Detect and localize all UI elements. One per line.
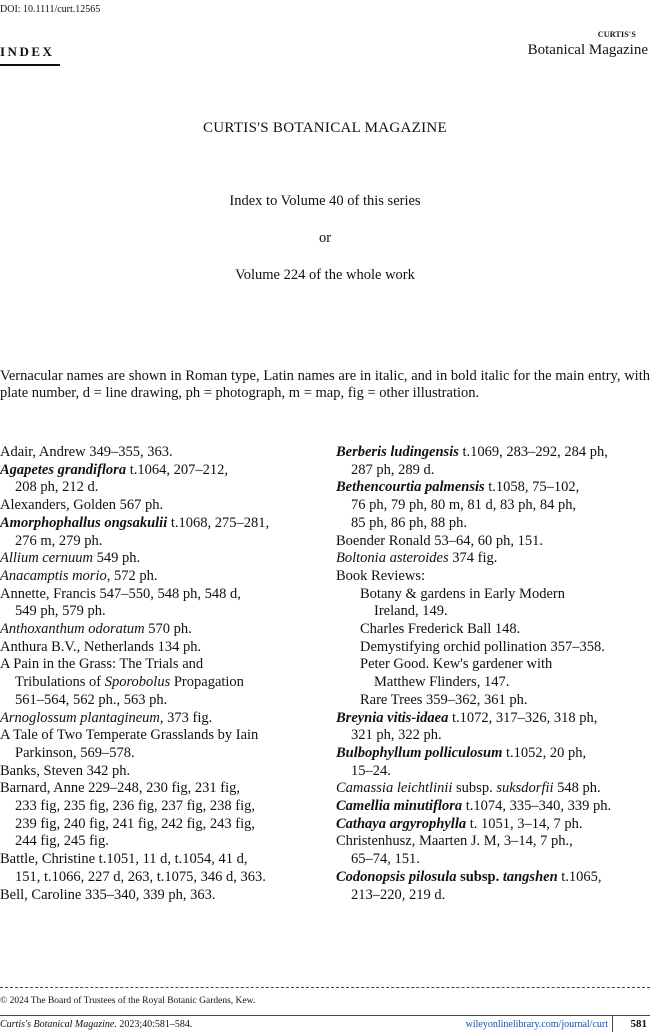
page-heading: CURTIS'S BOTANICAL MAGAZINE xyxy=(203,120,447,136)
index-entry-line xyxy=(336,603,650,621)
index-entry-line xyxy=(0,692,325,710)
index-entry-text: 276 m, 279 ph. xyxy=(15,532,103,549)
journal-volume: 2023;40:581–584. xyxy=(116,1019,193,1030)
index-entry-line xyxy=(336,745,650,763)
index-entry-line xyxy=(336,869,650,887)
index-entry-line xyxy=(0,639,325,657)
index-entry-text: 213–220, 219 d. xyxy=(351,886,446,903)
index-entry-text: Botany & gardens in Early Modern xyxy=(360,585,565,602)
index-entry-line xyxy=(336,763,650,781)
footer-divider xyxy=(0,987,650,988)
index-entry-line xyxy=(0,568,325,586)
index-entry-text: t.1068, 275–281, xyxy=(167,514,270,531)
index-entry-text: Ireland, 149. xyxy=(374,603,448,620)
journal-name: Curtis's Botanical Magazine. xyxy=(0,1019,117,1030)
index-entry-line xyxy=(0,798,325,816)
index-entry-line xyxy=(0,462,325,480)
index-entry-text: 244 fig, 245 fig. xyxy=(15,833,109,850)
index-entry-text: Bulbophyllum polliculosum xyxy=(336,744,503,761)
index-entry-text: 570 ph. xyxy=(144,621,192,638)
index-entry-line xyxy=(336,727,650,745)
index-entry-text: Berberis ludingensis xyxy=(336,444,459,460)
index-entry-text: t.1072, 317–326, 318 ph, xyxy=(448,709,598,726)
index-entry-text: Allium cernuum xyxy=(0,550,94,567)
journal-url-link[interactable]: wileyonlinelibrary.com/journal/curt xyxy=(465,1019,608,1030)
index-entry-text: Anacamptis morio xyxy=(0,567,107,584)
index-entry-line xyxy=(0,621,325,639)
index-entry-line xyxy=(336,780,650,798)
index-entry-text: t.1074, 335–340, 339 ph. xyxy=(462,798,612,815)
or-line: or xyxy=(318,230,332,246)
index-entry-text: Breynia vitis-idaea xyxy=(336,709,449,726)
index-entry-text: 549 ph. xyxy=(93,550,141,567)
index-entry-text: Bethencourtia palmensis xyxy=(336,479,485,496)
index-entry-text: t. 1051, 3–14, 7 ph. xyxy=(466,815,583,832)
index-entry-text: t.1058, 75–102, xyxy=(484,479,580,496)
index-entry-line xyxy=(0,444,325,462)
index-entry-text: 561–564, 562 ph., 563 ph. xyxy=(15,691,168,708)
index-entry-line xyxy=(0,816,325,834)
intro-paragraph: Vernacular names are shown in Roman type, Latin names are in italic, and in bold italic for the main entry, with plate number, d = line drawing, ph = photograph, m = map, fig = other illustration. xyxy=(0,368,650,401)
index-column-left xyxy=(0,444,325,904)
index-entry-line xyxy=(0,745,325,763)
index-entry-line xyxy=(336,798,650,816)
index-entry-text: Demystifying orchid pollination 357–358. xyxy=(360,638,605,655)
index-entry-text: Peter Good. Kew's gardener with xyxy=(360,656,553,673)
index-entry-text: A Pain in the Grass: The Trials and xyxy=(0,656,204,673)
index-entry-line xyxy=(0,497,325,515)
index-entry-text: 76 ph, 79 ph, 80 m, 81 d, 83 ph, 84 ph, xyxy=(351,497,577,514)
index-entry-line xyxy=(0,710,325,728)
index-entry-text: Boltonia asteroides xyxy=(336,550,449,567)
section-underline xyxy=(0,64,60,66)
footer-rule xyxy=(0,1015,650,1016)
index-entry-text: Amorphophallus ongsakulii xyxy=(0,514,168,531)
brand-small: CURTIS'S xyxy=(597,30,636,39)
whole-work-line: Volume 224 of the whole work xyxy=(235,267,415,283)
index-entry-line xyxy=(336,586,650,604)
index-entry-text: , 373 fig. xyxy=(159,709,213,726)
index-entry-line xyxy=(336,639,650,657)
index-entry-text: 374 fig. xyxy=(448,550,498,567)
index-entry-text: t.1052, 20 ph, xyxy=(502,744,587,761)
copyright-notice: © 2024 The Board of Trustees of the Royal Botanic Gardens, Kew. xyxy=(0,996,256,1006)
index-entry-text: Bell, Caroline 335–340, 339 ph, 363. xyxy=(0,886,216,903)
journal-citation xyxy=(0,1019,192,1030)
index-entry-text: A Tale of Two Temperate Grasslands by Iain xyxy=(0,727,259,744)
index-entry-text: Camassia leichtlinii xyxy=(336,780,453,797)
index-entry-text: Alexanders, Golden 567 ph. xyxy=(0,497,164,514)
index-entry-text: 208 ph, 212 d. xyxy=(15,479,99,496)
index-entry-text: 321 ph, 322 ph. xyxy=(351,727,442,744)
index-entry-text: Sporobolus xyxy=(104,674,171,691)
index-entry-text: Agapetes grandiflora xyxy=(0,461,127,478)
index-entry-text: Annette, Francis 547–550, 548 ph, 548 d, xyxy=(0,585,241,602)
footer-separator xyxy=(612,1015,613,1032)
page-number: 581 xyxy=(630,1018,647,1030)
index-entry-line xyxy=(0,887,325,905)
index-entry-line xyxy=(0,851,325,869)
index-entry-line xyxy=(0,656,325,674)
index-entry-text: 233 fig, 235 fig, 236 fig, 237 fig, 238 fig, xyxy=(15,798,256,815)
index-entry-line xyxy=(336,550,650,568)
index-entry-text: t.1064, 207–212, xyxy=(126,461,228,478)
index-entry-line xyxy=(336,816,650,834)
index-entry-text: t.1069, 283–292, 284 ph, xyxy=(458,444,608,460)
index-entry-line xyxy=(336,444,650,462)
index-entry-line xyxy=(336,692,650,710)
index-entry-text: Battle, Christine t.1051, 11 d, t.1054, 41 d, xyxy=(0,851,248,868)
index-entry-line xyxy=(0,586,325,604)
index-entry-text: Banks, Steven 342 ph. xyxy=(0,762,131,779)
index-entry-text: Camellia minutiflora xyxy=(336,798,463,815)
index-entry-line xyxy=(0,780,325,798)
index-entry-line xyxy=(336,656,650,674)
index-column-right xyxy=(336,444,650,904)
index-entry-line xyxy=(0,550,325,568)
index-entry-text: Boender Ronald 53–64, 60 ph, 151. xyxy=(336,532,544,549)
index-entry-text: 239 fig, 240 fig, 241 fig, 242 fig, 243 fig, xyxy=(15,815,256,832)
index-entry-line xyxy=(0,603,325,621)
index-entry-line xyxy=(0,869,325,887)
index-entry-text: Rare Trees 359–362, 361 ph. xyxy=(360,691,528,708)
index-entry-text: Adair, Andrew 349–355, 363. xyxy=(0,444,173,460)
index-entry-text: Book Reviews: xyxy=(336,567,426,584)
index-entry-text: Charles Frederick Ball 148. xyxy=(360,621,521,638)
index-entry-text: Parkinson, 569–578. xyxy=(15,744,135,761)
index-entry-line xyxy=(336,833,650,851)
index-entry-line xyxy=(0,833,325,851)
doi-label: DOI: 10.1111/curt.12565 xyxy=(0,4,101,15)
index-entry-text: 15–24. xyxy=(351,762,391,779)
volume-line: Index to Volume 40 of this series xyxy=(229,193,421,209)
index-entry-line xyxy=(336,674,650,692)
index-entry-line xyxy=(336,710,650,728)
index-entry-line xyxy=(336,851,650,869)
index-entry-text: subsp. xyxy=(456,868,503,885)
index-entry-text: 85 ph, 86 ph, 88 ph. xyxy=(351,514,467,531)
index-entry-text: 151, t.1066, 227 d, 263, t.1075, 346 d, 363. xyxy=(15,868,266,885)
index-entry-text: Matthew Flinders, 147. xyxy=(374,674,510,691)
index-entry-text: , 572 ph. xyxy=(106,567,158,584)
index-entry-text: Christenhusz, Maarten J. M, 3–14, 7 ph., xyxy=(336,833,573,850)
index-entry-text: 287 ph, 289 d. xyxy=(351,461,435,478)
index-entry-line xyxy=(336,497,650,515)
index-entry-line xyxy=(0,515,325,533)
index-entry-line xyxy=(336,568,650,586)
index-entry-text: Anthoxanthum odoratum xyxy=(0,621,145,638)
index-entry-text: 549 ph, 579 ph. xyxy=(15,603,106,620)
index-entry-line xyxy=(336,462,650,480)
index-entry-text: 548 ph. xyxy=(553,780,601,797)
index-entry-line xyxy=(0,533,325,551)
index-entry-line xyxy=(336,621,650,639)
index-entry-text: Arnoglossum plantagineum xyxy=(0,709,160,726)
section-label: INDEX xyxy=(0,44,55,59)
index-entry-line xyxy=(336,479,650,497)
index-entry-text: 65–74, 151. xyxy=(351,851,420,868)
index-entry-line xyxy=(0,674,325,692)
index-entry-line xyxy=(336,515,650,533)
index-entry-text: Cathaya argyrophylla xyxy=(336,815,467,832)
index-entry-text: Codonopsis pilosula xyxy=(336,868,457,885)
index-entry-text: suksdorfii xyxy=(496,780,554,797)
brand-title: Botanical Magazine xyxy=(527,42,648,58)
index-entry-line xyxy=(0,763,325,781)
index-entry-text: subsp. xyxy=(452,780,497,797)
index-entry-line xyxy=(0,479,325,497)
index-entry-text: Barnard, Anne 229–248, 230 fig, 231 fig, xyxy=(0,780,241,797)
index-entry-line xyxy=(336,887,650,905)
index-entry-line xyxy=(0,727,325,745)
index-entry-line xyxy=(336,533,650,551)
index-entry-text: Tribulations of xyxy=(15,674,105,691)
index-entry-text: tangshen xyxy=(502,868,558,885)
index-entry-text: Propagation xyxy=(170,674,244,691)
index-entry-text: Anthura B.V., Netherlands 134 ph. xyxy=(0,638,202,655)
index-entry-text: t.1065, xyxy=(557,868,602,885)
